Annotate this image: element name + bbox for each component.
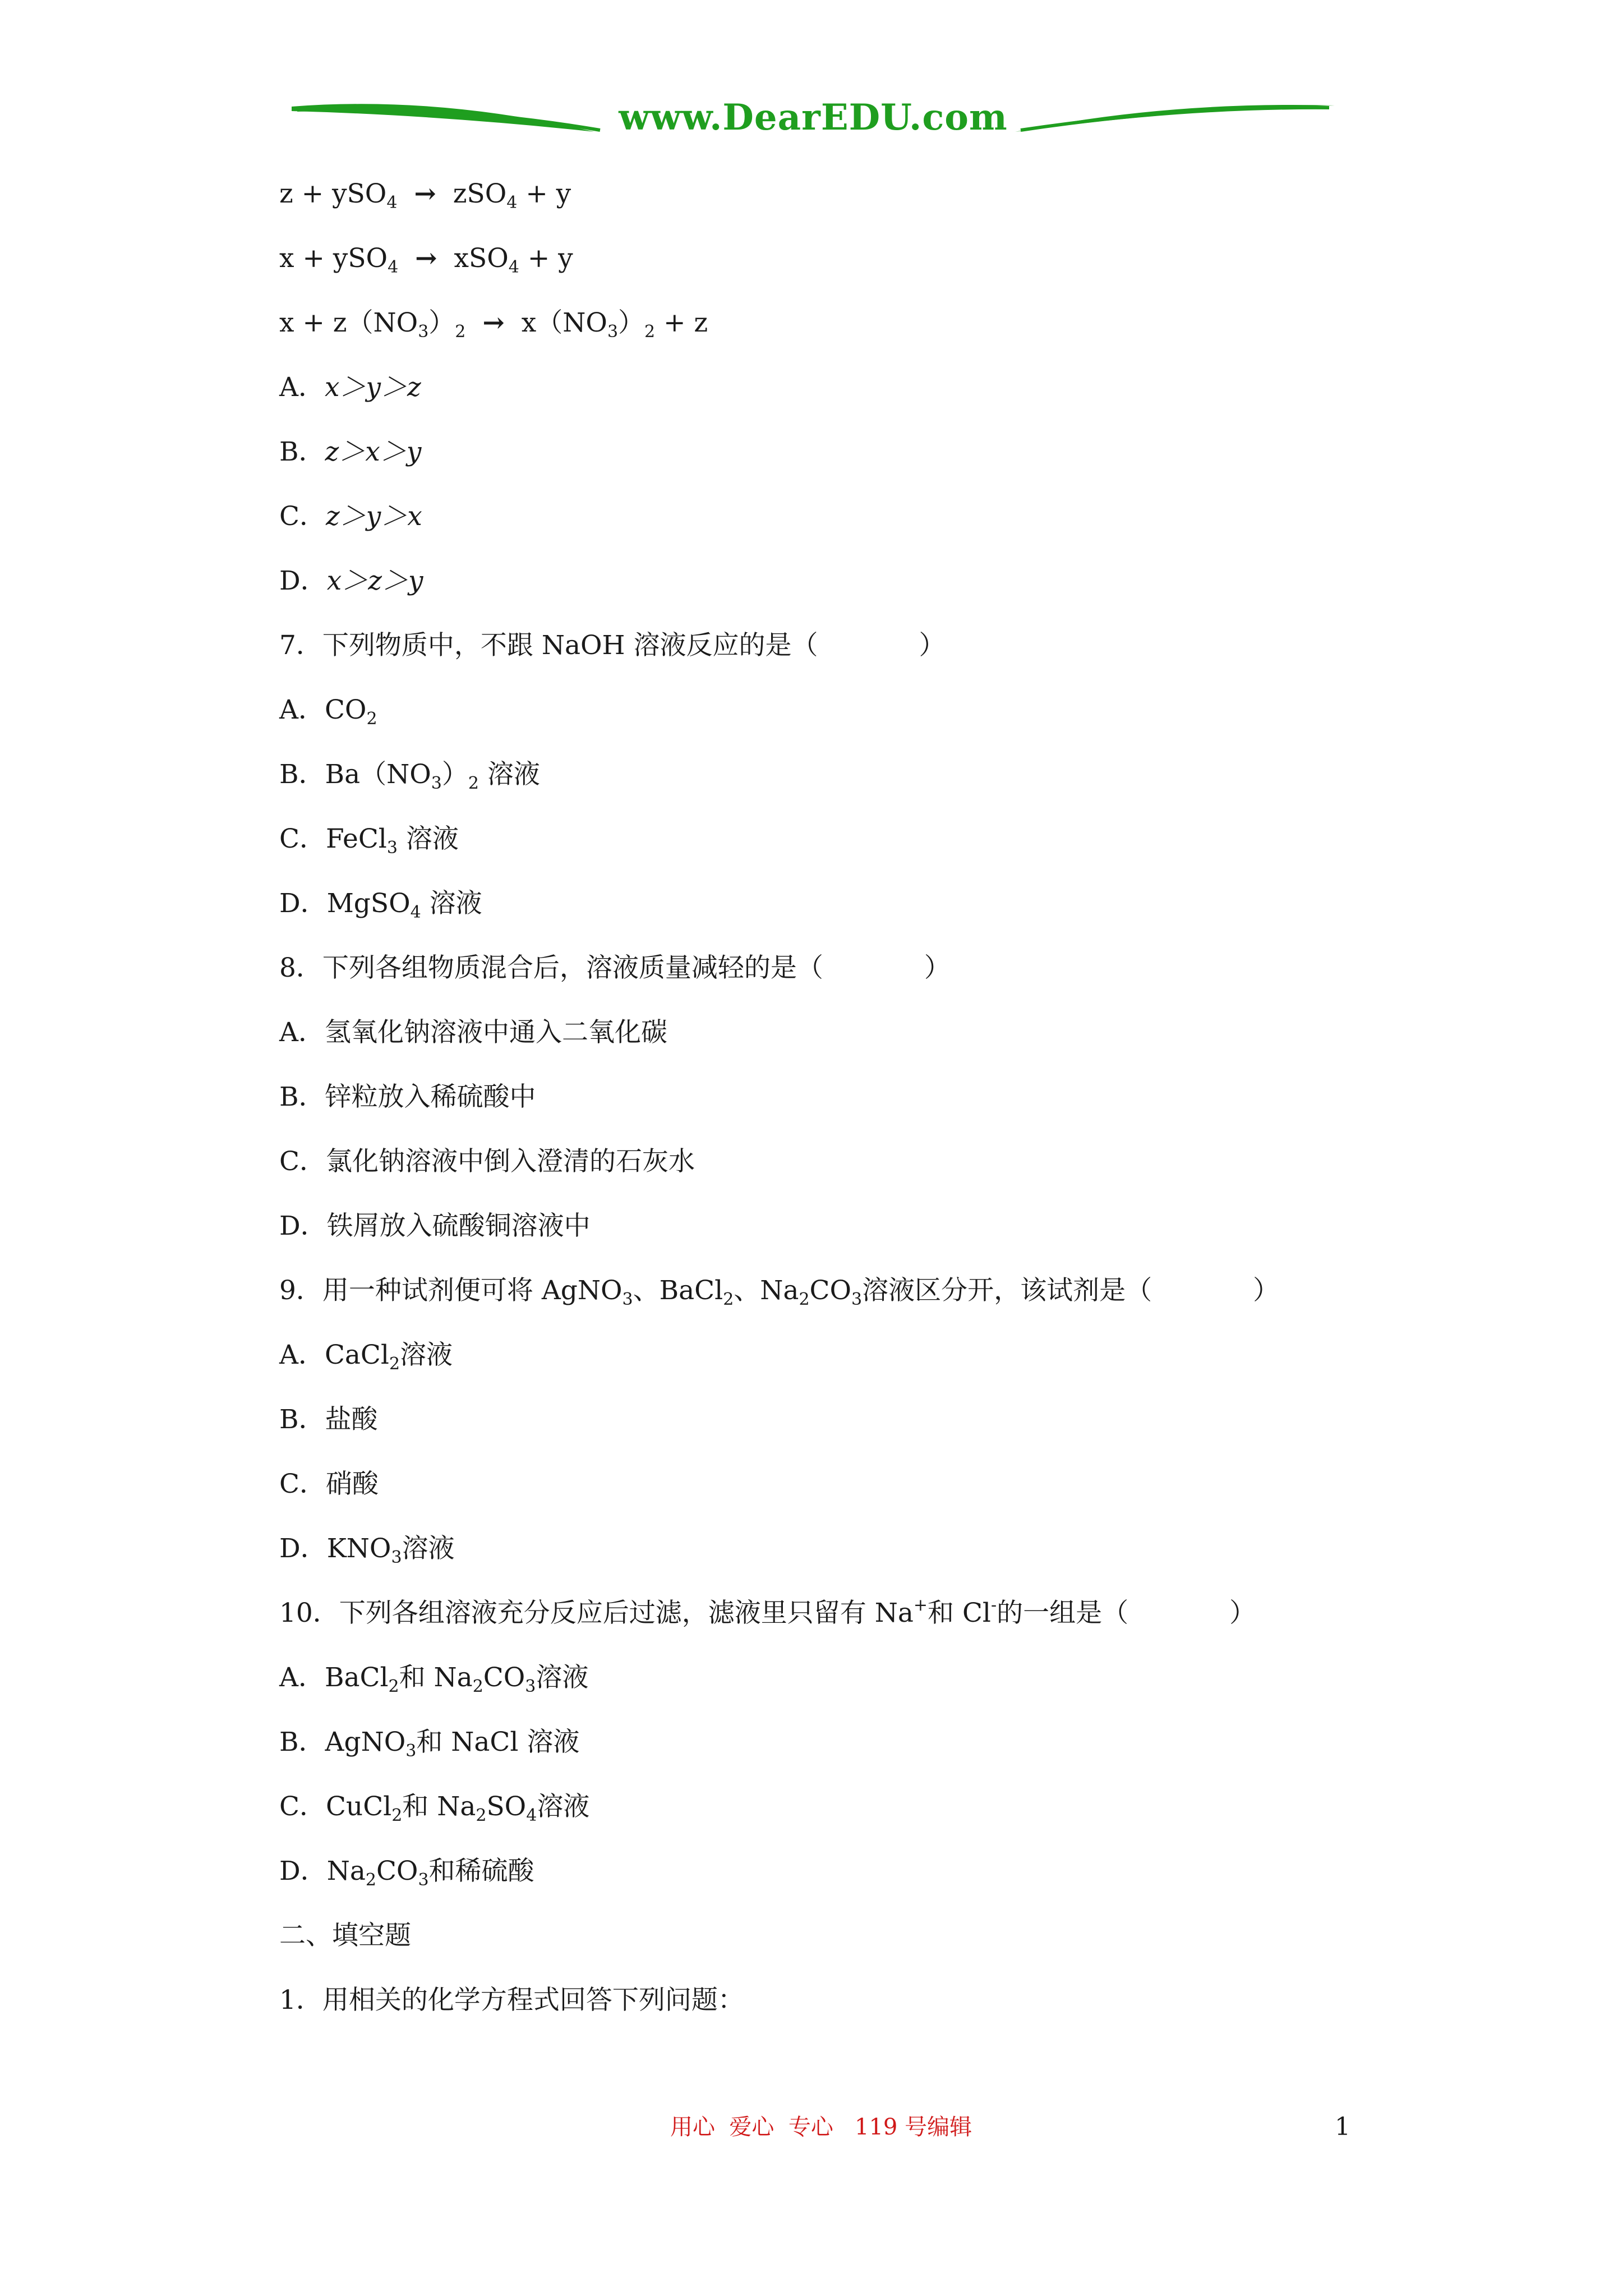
equation-3: $x + z(NO_3)_2 \to x(NO_3)_2 + z$	[279, 295, 1457, 360]
arrow-icon: →	[415, 243, 437, 274]
q7-option-d: D．MgSO$_4$ 溶液	[279, 888, 482, 922]
q8-stem: 8．下列各组物质混合后，溶液质量减轻的是（ ）	[279, 953, 951, 983]
q10-option-d: D．$Na_2CO_3$和稀硫酸	[279, 1856, 534, 1890]
q10-option-a: A．BaCl$_2$和 $Na_2CO_3$溶液	[279, 1662, 589, 1696]
q10-option-c: C．CuCl$_2$和 $Na_2SO_4$溶液	[279, 1791, 590, 1825]
header-site-logo[interactable]: www.DearEDU.com	[619, 96, 1008, 139]
q9-option-c: C．硝酸	[279, 1469, 379, 1499]
q9-stem: 9．用一种试剂便可将 AgNO$_3$、BaCl$_2$、$Na_2CO_3$溶液区分开，该试剂是（ ）	[279, 1275, 1280, 1309]
q9-option-d: D．$KNO_3$溶液	[279, 1533, 455, 1567]
q9-option-b: B．盐酸	[279, 1404, 378, 1435]
equation-1: z + ySO$_4$ → zSO$_4$ + y	[279, 166, 1457, 231]
q6-option-d: D．x＞z＞y	[279, 565, 423, 596]
q10-stem: 10．下列各组溶液充分反应后过滤，滤液里只留有 Na+和 Cl-的一组是（ ）	[279, 1595, 1256, 1628]
q6-option-c: C．z＞y＞x	[279, 501, 422, 532]
q7-option-b: B．$Ba(NO_3)_2$ 溶液	[279, 759, 540, 793]
fill-question-1: 1．用相关的化学方程式回答下列问题：	[279, 1985, 744, 2016]
arrow-icon: →	[482, 307, 505, 338]
q8-option-d: D．铁屑放入硫酸铜溶液中	[279, 1211, 591, 1241]
page-number: 1	[1335, 2113, 1350, 2141]
section-heading-fill-in: 二、填空题	[279, 1920, 411, 1951]
page-header	[0, 0, 1623, 168]
q7-option-a: A．$CO_2$	[279, 694, 377, 729]
q6-option-a: A．x＞y＞z	[279, 372, 421, 403]
q10-option-b: B．AgNO$_3$和 NaCl 溶液	[279, 1727, 580, 1761]
q7-stem: 7．下列物质中，不跟 NaOH 溶液反应的是（ ）	[279, 630, 946, 661]
q9-option-a: A．CaCl$_2$溶液	[279, 1340, 453, 1374]
header-swoosh-graphic	[0, 0, 1623, 168]
document-body	[279, 166, 1457, 2037]
q6-option-b: B．z＞x＞y	[279, 436, 422, 467]
footer-slogan: 用心 爱心 专心 119 号编辑	[670, 2114, 972, 2140]
q8-option-a: A．氢氧化钠溶液中通入二氧化碳	[279, 1017, 667, 1048]
q8-option-b: B．锌粒放入稀硫酸中	[279, 1082, 536, 1112]
q8-option-c: C．氯化钠溶液中倒入澄清的石灰水	[279, 1146, 695, 1177]
q7-option-c: C．FeCl$_3$ 溶液	[279, 823, 459, 858]
arrow-icon: →	[414, 178, 436, 209]
equation-2: x + ySO$_4$ → xSO$_4$ + y	[279, 231, 1457, 295]
